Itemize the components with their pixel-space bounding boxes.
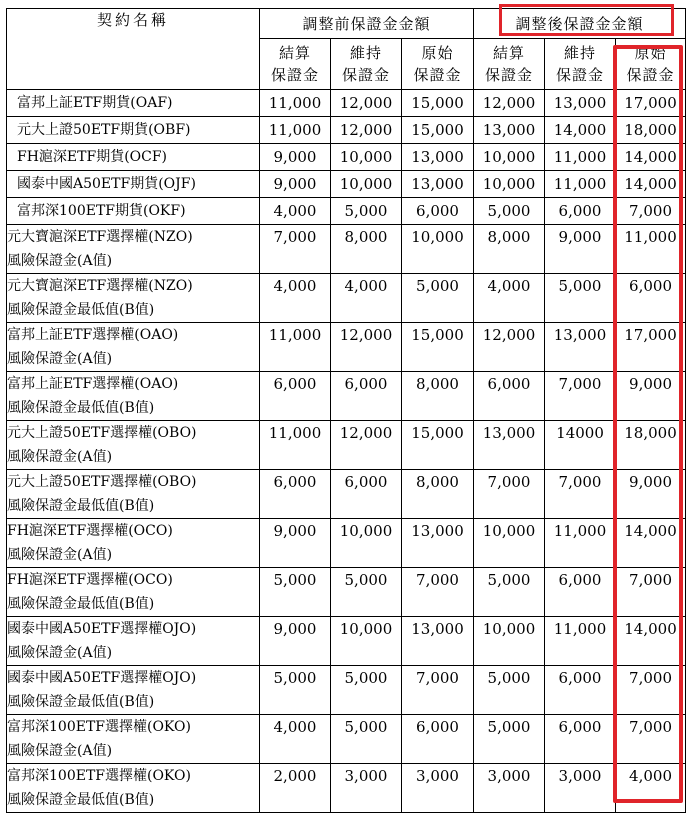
contract-name-line: 風險保證金(A值)	[7, 645, 113, 661]
contract-name-line: 風險保證金(A值)	[7, 449, 113, 465]
contract-name-line: 富邦上証ETF選擇權(OAO)	[7, 327, 179, 343]
sub-header-line: 保證金	[626, 66, 675, 84]
margin-value-cell: 4,000	[260, 715, 331, 764]
margin-value-cell: 6,000	[331, 372, 402, 421]
contract-name-header: 契約名稱	[7, 9, 260, 90]
after-adjustment-header: 調整後保證金金額	[474, 9, 686, 39]
margin-value-cell: 4,000	[331, 274, 402, 323]
margin-value-cell: 6,000	[260, 372, 331, 421]
contract-name-line: 富邦深100ETF選擇權(OKO)	[7, 768, 191, 784]
margin-value-cell: 3,000	[331, 764, 402, 813]
margin-value-cell: 14,000	[616, 171, 686, 198]
contract-name-line: 國泰中國A50ETF選擇權OJO)	[7, 670, 197, 686]
margin-value-cell: 7,000	[402, 666, 474, 715]
margin-value-cell: 7,000	[616, 666, 686, 715]
contract-name-line: 風險保證金(A值)	[7, 547, 113, 563]
margin-value-cell: 14,000	[545, 117, 616, 144]
margin-value-cell: 6,000	[545, 568, 616, 617]
margin-value-cell: 18,000	[616, 117, 686, 144]
table-row	[7, 421, 686, 470]
margin-value-cell: 5,000	[331, 715, 402, 764]
contract-name-line: 富邦上証ETF選擇權(OAO)	[7, 376, 179, 392]
sub-header-0	[260, 39, 331, 90]
margin-value-cell: 14000	[545, 421, 616, 470]
margin-value-cell: 11,000	[260, 421, 331, 470]
margin-value-cell: 6,000	[474, 372, 545, 421]
margin-value-cell: 12,000	[331, 117, 402, 144]
margin-value-cell: 13,000	[545, 90, 616, 117]
margin-value-cell: 8,000	[331, 225, 402, 274]
margin-value-cell: 12,000	[331, 421, 402, 470]
margin-value-cell: 8,000	[402, 372, 474, 421]
margin-value-cell: 7,000	[545, 372, 616, 421]
margin-value-cell: 9,000	[545, 225, 616, 274]
margin-value-cell: 12,000	[474, 323, 545, 372]
sub-header-line: 結算	[278, 44, 311, 62]
margin-value-cell: 10,000	[474, 144, 545, 171]
margin-value-cell: 7,000	[474, 470, 545, 519]
sub-header-line: 結算	[493, 44, 526, 62]
table-row	[7, 764, 686, 813]
margin-value-cell: 10,000	[331, 519, 402, 568]
margin-value-cell: 5,000	[260, 568, 331, 617]
contract-name-cell	[7, 225, 260, 274]
margin-value-cell: 5,000	[474, 198, 545, 225]
margin-value-cell: 7,000	[402, 568, 474, 617]
table-row	[7, 568, 686, 617]
contract-name-line: FH滬深ETF選擇權(OCO)	[7, 523, 173, 539]
margin-value-cell: 15,000	[402, 323, 474, 372]
margin-value-cell: 13,000	[474, 421, 545, 470]
contract-name-cell	[7, 198, 260, 225]
contract-name-cell	[7, 171, 260, 198]
margin-value-cell: 6,000	[402, 198, 474, 225]
margin-value-cell: 11,000	[616, 225, 686, 274]
margin-value-cell: 5,000	[260, 666, 331, 715]
margin-value-cell: 17,000	[616, 90, 686, 117]
original-margin-column-highlight-box	[613, 45, 683, 803]
sub-header-line: 保證金	[413, 66, 462, 84]
table-row	[7, 666, 686, 715]
margin-value-cell: 4,000	[474, 274, 545, 323]
margin-value-cell: 13,000	[402, 171, 474, 198]
contract-name-cell	[7, 421, 260, 470]
contract-name-line: 風險保證金(A值)	[7, 743, 113, 759]
contract-name-cell	[7, 90, 260, 117]
table-row	[7, 198, 686, 225]
margin-value-cell: 9,000	[616, 372, 686, 421]
margin-value-cell: 15,000	[402, 90, 474, 117]
table-row	[7, 90, 686, 117]
contract-name-cell	[7, 372, 260, 421]
margin-value-cell: 11,000	[260, 323, 331, 372]
contract-name-line: 風險保證金最低值(B值)	[7, 694, 155, 710]
contract-name-line: 風險保證金最低值(B值)	[7, 400, 155, 416]
table-row	[7, 372, 686, 421]
contract-name-cell	[7, 764, 260, 813]
margin-value-cell: 7,000	[545, 470, 616, 519]
margin-value-cell: 7,000	[616, 568, 686, 617]
contract-name-cell	[7, 274, 260, 323]
margin-value-cell: 5,000	[331, 198, 402, 225]
after-header-highlight-box	[499, 4, 674, 36]
margin-value-cell: 10,000	[331, 144, 402, 171]
margin-table	[6, 8, 686, 813]
margin-value-cell: 10,000	[474, 171, 545, 198]
sub-header-line: 維持	[564, 44, 597, 62]
contract-name-cell	[7, 715, 260, 764]
sub-header-line: 保證金	[556, 66, 605, 84]
contract-name-line: 風險保證金最低值(B值)	[7, 302, 155, 318]
margin-value-cell: 18,000	[616, 421, 686, 470]
sub-header-line: 保證金	[485, 66, 534, 84]
contract-name-line: 富邦上証ETF期貨(OAF)	[17, 95, 173, 111]
margin-value-cell: 3,000	[474, 764, 545, 813]
margin-value-cell: 7,000	[260, 225, 331, 274]
table-row	[7, 225, 686, 274]
sub-header-3	[474, 39, 545, 90]
contract-name-line: 風險保證金最低值(B值)	[7, 792, 155, 808]
margin-value-cell: 14,000	[616, 617, 686, 666]
margin-value-cell: 5,000	[474, 715, 545, 764]
margin-value-cell: 6,000	[545, 198, 616, 225]
contract-name-line: 風險保證金最低值(B值)	[7, 498, 155, 514]
margin-value-cell: 12,000	[474, 90, 545, 117]
margin-value-cell: 3,000	[545, 764, 616, 813]
margin-value-cell: 13,000	[545, 323, 616, 372]
margin-value-cell: 12,000	[331, 90, 402, 117]
margin-value-cell: 6,000	[402, 715, 474, 764]
margin-value-cell: 9,000	[260, 519, 331, 568]
contract-name-cell	[7, 617, 260, 666]
margin-value-cell: 5,000	[331, 568, 402, 617]
margin-value-cell: 11,000	[260, 117, 331, 144]
contract-name-line: 風險保證金最低值(B值)	[7, 596, 155, 612]
margin-value-cell: 12,000	[331, 323, 402, 372]
table-row	[7, 171, 686, 198]
margin-value-cell: 5,000	[474, 666, 545, 715]
margin-value-cell: 9,000	[616, 470, 686, 519]
margin-value-cell: 11,000	[545, 519, 616, 568]
margin-value-cell: 13,000	[402, 519, 474, 568]
contract-name-line: 國泰中國A50ETF期貨(OJF)	[17, 176, 196, 192]
margin-value-cell: 14,000	[616, 144, 686, 171]
margin-value-cell: 10,000	[474, 519, 545, 568]
before-adjustment-header: 調整前保證金金額	[260, 9, 474, 39]
margin-value-cell: 11,000	[545, 617, 616, 666]
margin-value-cell: 5,000	[545, 274, 616, 323]
sub-header-line: 原始	[421, 44, 454, 62]
margin-value-cell: 5,000	[402, 274, 474, 323]
table-row	[7, 323, 686, 372]
contract-name-line: 風險保證金(A值)	[7, 351, 113, 367]
margin-value-cell: 4,000	[260, 198, 331, 225]
margin-value-cell: 5,000	[474, 568, 545, 617]
margin-value-cell: 2,000	[260, 764, 331, 813]
margin-value-cell: 6,000	[331, 470, 402, 519]
contract-name-line: 元大寶滬深ETF選擇權(NZO)	[7, 229, 193, 245]
margin-value-cell: 11,000	[545, 171, 616, 198]
margin-value-cell: 9,000	[260, 617, 331, 666]
margin-value-cell: 7,000	[616, 715, 686, 764]
margin-value-cell: 8,000	[402, 470, 474, 519]
contract-name-cell	[7, 568, 260, 617]
margin-value-cell: 13,000	[474, 117, 545, 144]
contract-name-line: FH滬深ETF選擇權(OCO)	[7, 572, 173, 588]
margin-value-cell: 9,000	[260, 144, 331, 171]
sub-header-1	[331, 39, 402, 90]
contract-name-line: FH滬深ETF期貨(OCF)	[17, 149, 168, 165]
contract-name-cell	[7, 144, 260, 171]
margin-value-cell: 10,000	[474, 617, 545, 666]
sub-header-4	[545, 39, 616, 90]
margin-value-cell: 10,000	[331, 171, 402, 198]
margin-value-cell: 6,000	[260, 470, 331, 519]
table-row	[7, 144, 686, 171]
margin-value-cell: 7,000	[616, 198, 686, 225]
table-row	[7, 274, 686, 323]
margin-value-cell: 4,000	[616, 764, 686, 813]
margin-value-cell: 6,000	[616, 274, 686, 323]
table-row	[7, 470, 686, 519]
table-body	[7, 90, 686, 813]
margin-value-cell: 13,000	[402, 617, 474, 666]
margin-value-cell: 17,000	[616, 323, 686, 372]
contract-name-cell	[7, 323, 260, 372]
margin-value-cell: 15,000	[402, 117, 474, 144]
contract-name-line: 富邦深100ETF期貨(OKF)	[17, 203, 186, 219]
contract-name-line: 國泰中國A50ETF選擇權OJO)	[7, 621, 197, 637]
contract-name-cell	[7, 666, 260, 715]
margin-value-cell: 10,000	[402, 225, 474, 274]
contract-name-line: 元大上證50ETF選擇權(OBO)	[7, 425, 197, 441]
sub-header-2	[402, 39, 474, 90]
contract-name-line: 富邦深100ETF選擇權(OKO)	[7, 719, 191, 735]
contract-name-line: 元大上證50ETF選擇權(OBO)	[7, 474, 197, 490]
margin-value-cell: 3,000	[402, 764, 474, 813]
sub-header-line: 保證金	[341, 66, 390, 84]
contract-name-cell	[7, 470, 260, 519]
sub-header-line: 原始	[634, 44, 667, 62]
contract-name-line: 元大寶滬深ETF選擇權(NZO)	[7, 278, 193, 294]
table-row	[7, 117, 686, 144]
contract-name-cell	[7, 117, 260, 144]
margin-value-cell: 9,000	[260, 171, 331, 198]
sub-header-line: 維持	[349, 44, 382, 62]
margin-value-cell: 6,000	[545, 715, 616, 764]
margin-value-cell: 8,000	[474, 225, 545, 274]
contract-name-line: 元大上證50ETF期貨(OBF)	[17, 122, 191, 138]
margin-value-cell: 10,000	[331, 617, 402, 666]
table-row	[7, 519, 686, 568]
contract-name-line: 風險保證金(A值)	[7, 253, 113, 269]
contract-name-cell	[7, 519, 260, 568]
margin-value-cell: 11,000	[260, 90, 331, 117]
table-row	[7, 715, 686, 764]
margin-value-cell: 15,000	[402, 421, 474, 470]
margin-value-cell: 6,000	[545, 666, 616, 715]
table-row	[7, 617, 686, 666]
margin-value-cell: 11,000	[545, 144, 616, 171]
margin-value-cell: 5,000	[331, 666, 402, 715]
margin-value-cell: 13,000	[402, 144, 474, 171]
margin-value-cell: 14,000	[616, 519, 686, 568]
sub-header-line: 保證金	[270, 66, 319, 84]
margin-value-cell: 4,000	[260, 274, 331, 323]
